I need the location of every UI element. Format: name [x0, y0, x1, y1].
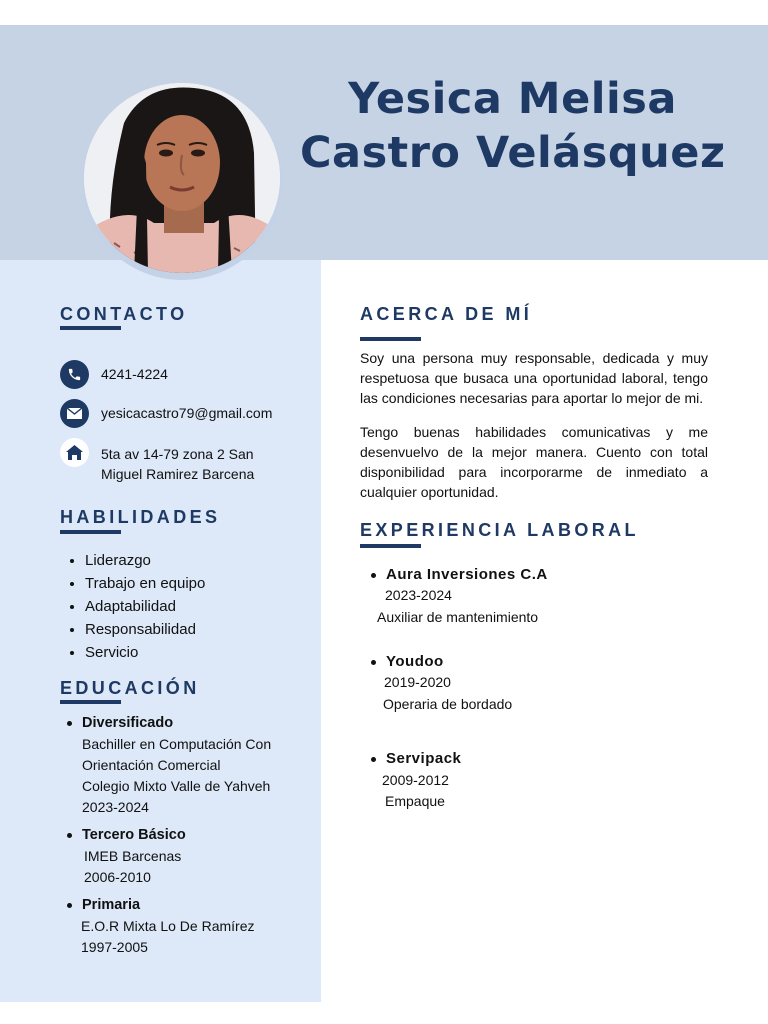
education-item-line: 2023-2024: [82, 799, 149, 815]
job-item: [371, 564, 548, 628]
candidate-name: [300, 72, 725, 180]
bullet-icon: [67, 833, 72, 838]
about-section-title: ACERCA DE MÍ: [360, 304, 533, 324]
mail-icon: [60, 399, 89, 428]
name-line-1: Yesica Melisa: [348, 74, 677, 124]
name-line-2: Castro Velásquez: [300, 128, 726, 178]
education-item-line: E.O.R Mixta Lo De Ramírez: [81, 918, 255, 934]
bullet-icon: [67, 903, 72, 908]
address-line-1: 5ta av 14-79 zona 2 San: [101, 446, 254, 462]
about-paragraph-2: Tengo buenas habilidades comunicativas y me desenvuelvo de la mejor manera. Cuento con total disponibilidad para incorporarme de inmediato a cualquier oportunidad.: [360, 424, 708, 500]
education-item-title: Diversificado: [82, 715, 174, 731]
job-role: Auxiliar de mantenimiento: [377, 609, 539, 625]
about-title-underline: [360, 337, 421, 341]
education-item: [67, 824, 186, 888]
job-company: Servipack: [386, 750, 462, 767]
contact-section-title: CONTACTO: [60, 304, 188, 324]
experience-title-underline: [360, 544, 421, 548]
house-icon: [60, 438, 89, 467]
bullet-icon: [371, 757, 376, 762]
skill-item: • Responsabilidad: [85, 618, 205, 641]
education-section-title: EDUCACIÓN: [60, 678, 200, 698]
education-item-title: Tercero Básico: [82, 827, 186, 843]
job-years: 2019-2020: [384, 674, 451, 690]
education-item-line: 1997-2005: [81, 939, 148, 955]
skill-item: • Servicio: [85, 641, 205, 664]
job-company: Aura Inversiones C.A: [386, 566, 548, 583]
education-item-line: Bachiller en Computación Con: [82, 736, 272, 752]
address-line-2: Miguel Ramirez Barcena: [101, 466, 255, 482]
education-item: [67, 712, 271, 818]
job-role: Empaque: [385, 793, 445, 809]
contact-phone: 4241-4224: [101, 366, 168, 382]
bullet-icon: [67, 721, 72, 726]
education-item-title: Primaria: [82, 897, 141, 913]
skills-section-title: HABILIDADES: [60, 507, 221, 527]
bullet-icon: [371, 573, 376, 578]
education-item-line: Orientación Comercial: [82, 757, 221, 773]
contact-address: [101, 444, 301, 484]
contact-email[interactable]: yesicacastro79@gmail.com: [101, 405, 273, 421]
job-years: 2023-2024: [385, 587, 452, 603]
skill-item: • Trabajo en equipo: [85, 572, 205, 595]
job-years: 2009-2012: [382, 772, 449, 788]
profile-photo: [84, 83, 280, 273]
about-paragraph-1: Soy una persona muy responsable, dedicada y muy respetuosa que busaca una oportunidad laboral, tengo las condiciones necesarias para aportar lo mejor de mi.: [360, 350, 708, 406]
skill-item: • Adaptabilidad: [85, 595, 205, 618]
skills-list: [66, 549, 205, 664]
education-item-line: 2006-2010: [84, 869, 151, 885]
education-item: [67, 894, 255, 958]
contact-title-underline: [60, 326, 121, 330]
job-role: Operaria de bordado: [383, 696, 513, 712]
education-item-line: IMEB Barcenas: [84, 848, 182, 864]
skills-title-underline: [60, 530, 121, 534]
education-item-line: Colegio Mixto Valle de Yahveh: [82, 778, 271, 794]
education-title-underline: [60, 700, 121, 704]
skill-item: • Liderazgo: [85, 549, 205, 572]
bullet-icon: [371, 660, 376, 665]
job-company: Youdoo: [386, 653, 444, 670]
experience-section-title: EXPERIENCIA LABORAL: [360, 520, 639, 540]
phone-icon: [60, 360, 89, 389]
job-item: [371, 748, 461, 812]
job-item: [371, 651, 512, 715]
